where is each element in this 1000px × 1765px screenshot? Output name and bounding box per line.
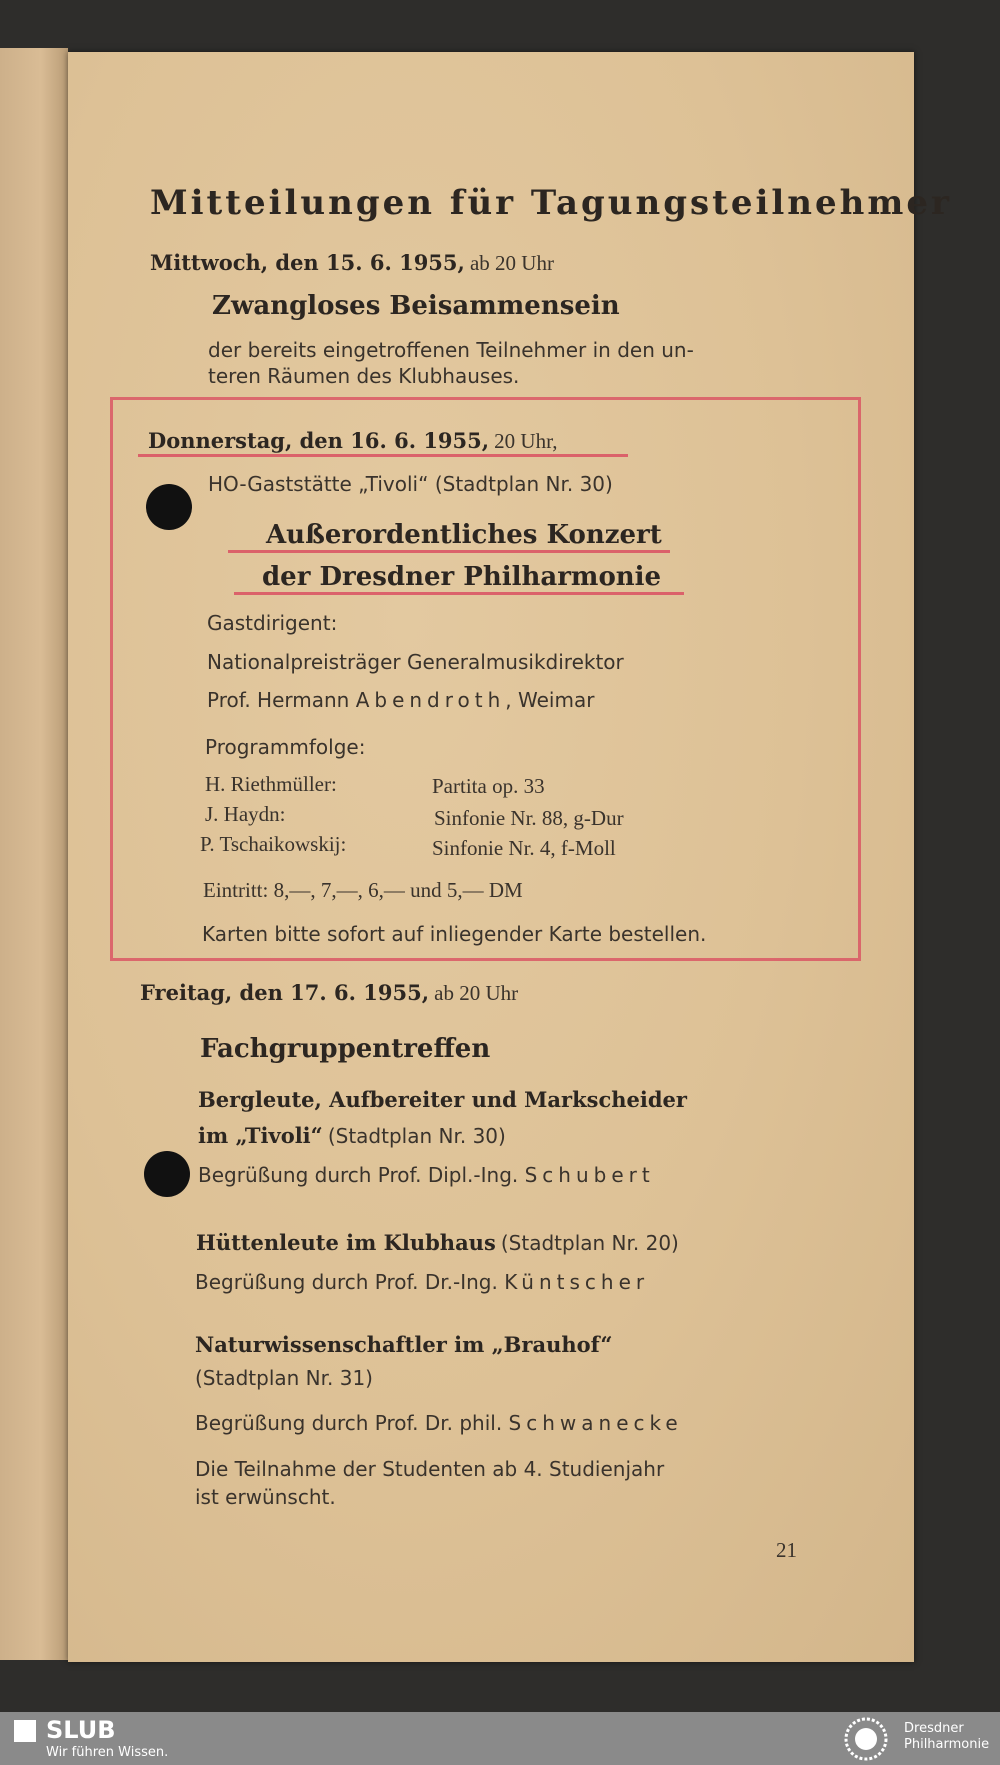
conductor-label: Gastdirigent:: [207, 611, 338, 635]
thu-date: Donnerstag, den 16. 6. 1955,: [148, 428, 490, 453]
admission: Eintritt: 8,—, 7,—, 6,— und 5,— DM: [203, 878, 523, 902]
program-work: Partita op. 33: [432, 774, 545, 798]
fri-time: ab 20 Uhr: [434, 981, 519, 1005]
red-underline: [234, 592, 684, 595]
thu-heading1: Außerordentliches Konzert: [266, 520, 662, 550]
group3-title: Naturwissenschaftler im „Brauhof“: [195, 1332, 613, 1357]
conductor-prefix: Prof. Hermann: [207, 688, 350, 712]
group2-title: Hüttenleute im Klubhaus: [196, 1230, 496, 1255]
program-composer: P. Tschaikowskij:: [200, 832, 347, 856]
philharmonie-logo-icon[interactable]: [843, 1716, 889, 1762]
group2-line: [196, 1230, 679, 1255]
program-work: Sinfonie Nr. 4, f-Moll: [432, 836, 616, 860]
student-note-line1: Die Teilnahme der Studenten ab 4. Studienjahr: [195, 1457, 665, 1481]
red-underline: [228, 550, 670, 553]
program-work: Sinfonie Nr. 88, g-Dur: [434, 806, 624, 830]
conductor-suffix: , Weimar: [505, 688, 595, 712]
program-composer: H. Riethmüller:: [205, 772, 337, 796]
wed-heading: Zwangloses Beisammensein: [212, 291, 620, 321]
page-number: 21: [776, 1538, 797, 1562]
slub-tagline: Wir führen Wissen.: [46, 1745, 169, 1760]
partner-name: [904, 1721, 989, 1753]
group1-greeting: [198, 1163, 655, 1187]
group2-greeting: [195, 1270, 649, 1294]
group1-greeting-prefix: Begrüßung durch Prof. Dipl.-Ing.: [198, 1163, 519, 1187]
partner-name-line2: Philharmonie: [904, 1737, 990, 1752]
program-label: Programmfolge:: [205, 735, 366, 759]
wed-line2: teren Räumen des Klubhauses.: [208, 364, 520, 388]
wed-line1: der bereits eingetroffenen Teilnehmer in den un-: [208, 338, 694, 362]
slub-name[interactable]: SLUB: [46, 1716, 116, 1744]
adjacent-page-edge: [0, 48, 68, 1660]
wed-date-line: [150, 250, 554, 276]
group1-location-ref: (Stadtplan Nr. 30): [327, 1124, 506, 1148]
red-underline: [138, 454, 628, 457]
group2-greeting-prefix: Begrüßung durch Prof. Dr.-Ing.: [195, 1270, 498, 1294]
group3-greeting-prefix: Begrüßung durch Prof. Dr. phil.: [195, 1411, 503, 1435]
group3-greeting: [195, 1411, 683, 1435]
partner-name-line1: Dresdner: [904, 1721, 964, 1736]
group2-greeting-name: Küntscher: [504, 1270, 650, 1294]
thu-venue: HO-Gaststätte „Tivoli“ (Stadtplan Nr. 30): [208, 472, 613, 496]
page-title: Mitteilungen für Tagungsteilnehmer: [150, 183, 952, 223]
conductor-line: [207, 688, 594, 712]
ticket-note: Karten bitte sofort auf inliegender Karte bestellen.: [202, 922, 707, 946]
conductor-title: Nationalpreisträger Generalmusikdirektor: [207, 650, 624, 674]
fri-heading: Fachgruppentreffen: [200, 1034, 491, 1064]
wed-date: Mittwoch, den 15. 6. 1955,: [150, 250, 465, 275]
group1-location-bold: im „Tivoli“: [198, 1123, 323, 1148]
group1-location: [198, 1123, 506, 1148]
program-composer: J. Haydn:: [205, 802, 286, 826]
group3-greeting-name: Schwanecke: [508, 1411, 683, 1435]
thu-date-line: [148, 428, 558, 454]
fri-date: Freitag, den 17. 6. 1955,: [140, 980, 430, 1005]
thu-heading2: der Dresdner Philharmonie: [262, 562, 662, 592]
conductor-name: Abendroth: [355, 688, 506, 712]
thu-time: 20 Uhr,: [494, 429, 558, 453]
group2-location: (Stadtplan Nr. 20): [500, 1231, 679, 1255]
student-note-line2: ist erwünscht.: [195, 1485, 336, 1509]
slub-logo-icon[interactable]: [14, 1720, 36, 1742]
fri-date-line: [140, 980, 518, 1006]
group1-title: Bergleute, Aufbereiter und Markscheider: [198, 1087, 687, 1112]
punch-hole-icon: [144, 1151, 190, 1197]
group1-greeting-name: Schubert: [524, 1163, 655, 1187]
wed-time: ab 20 Uhr: [469, 251, 554, 275]
group3-location: (Stadtplan Nr. 31): [195, 1366, 373, 1390]
